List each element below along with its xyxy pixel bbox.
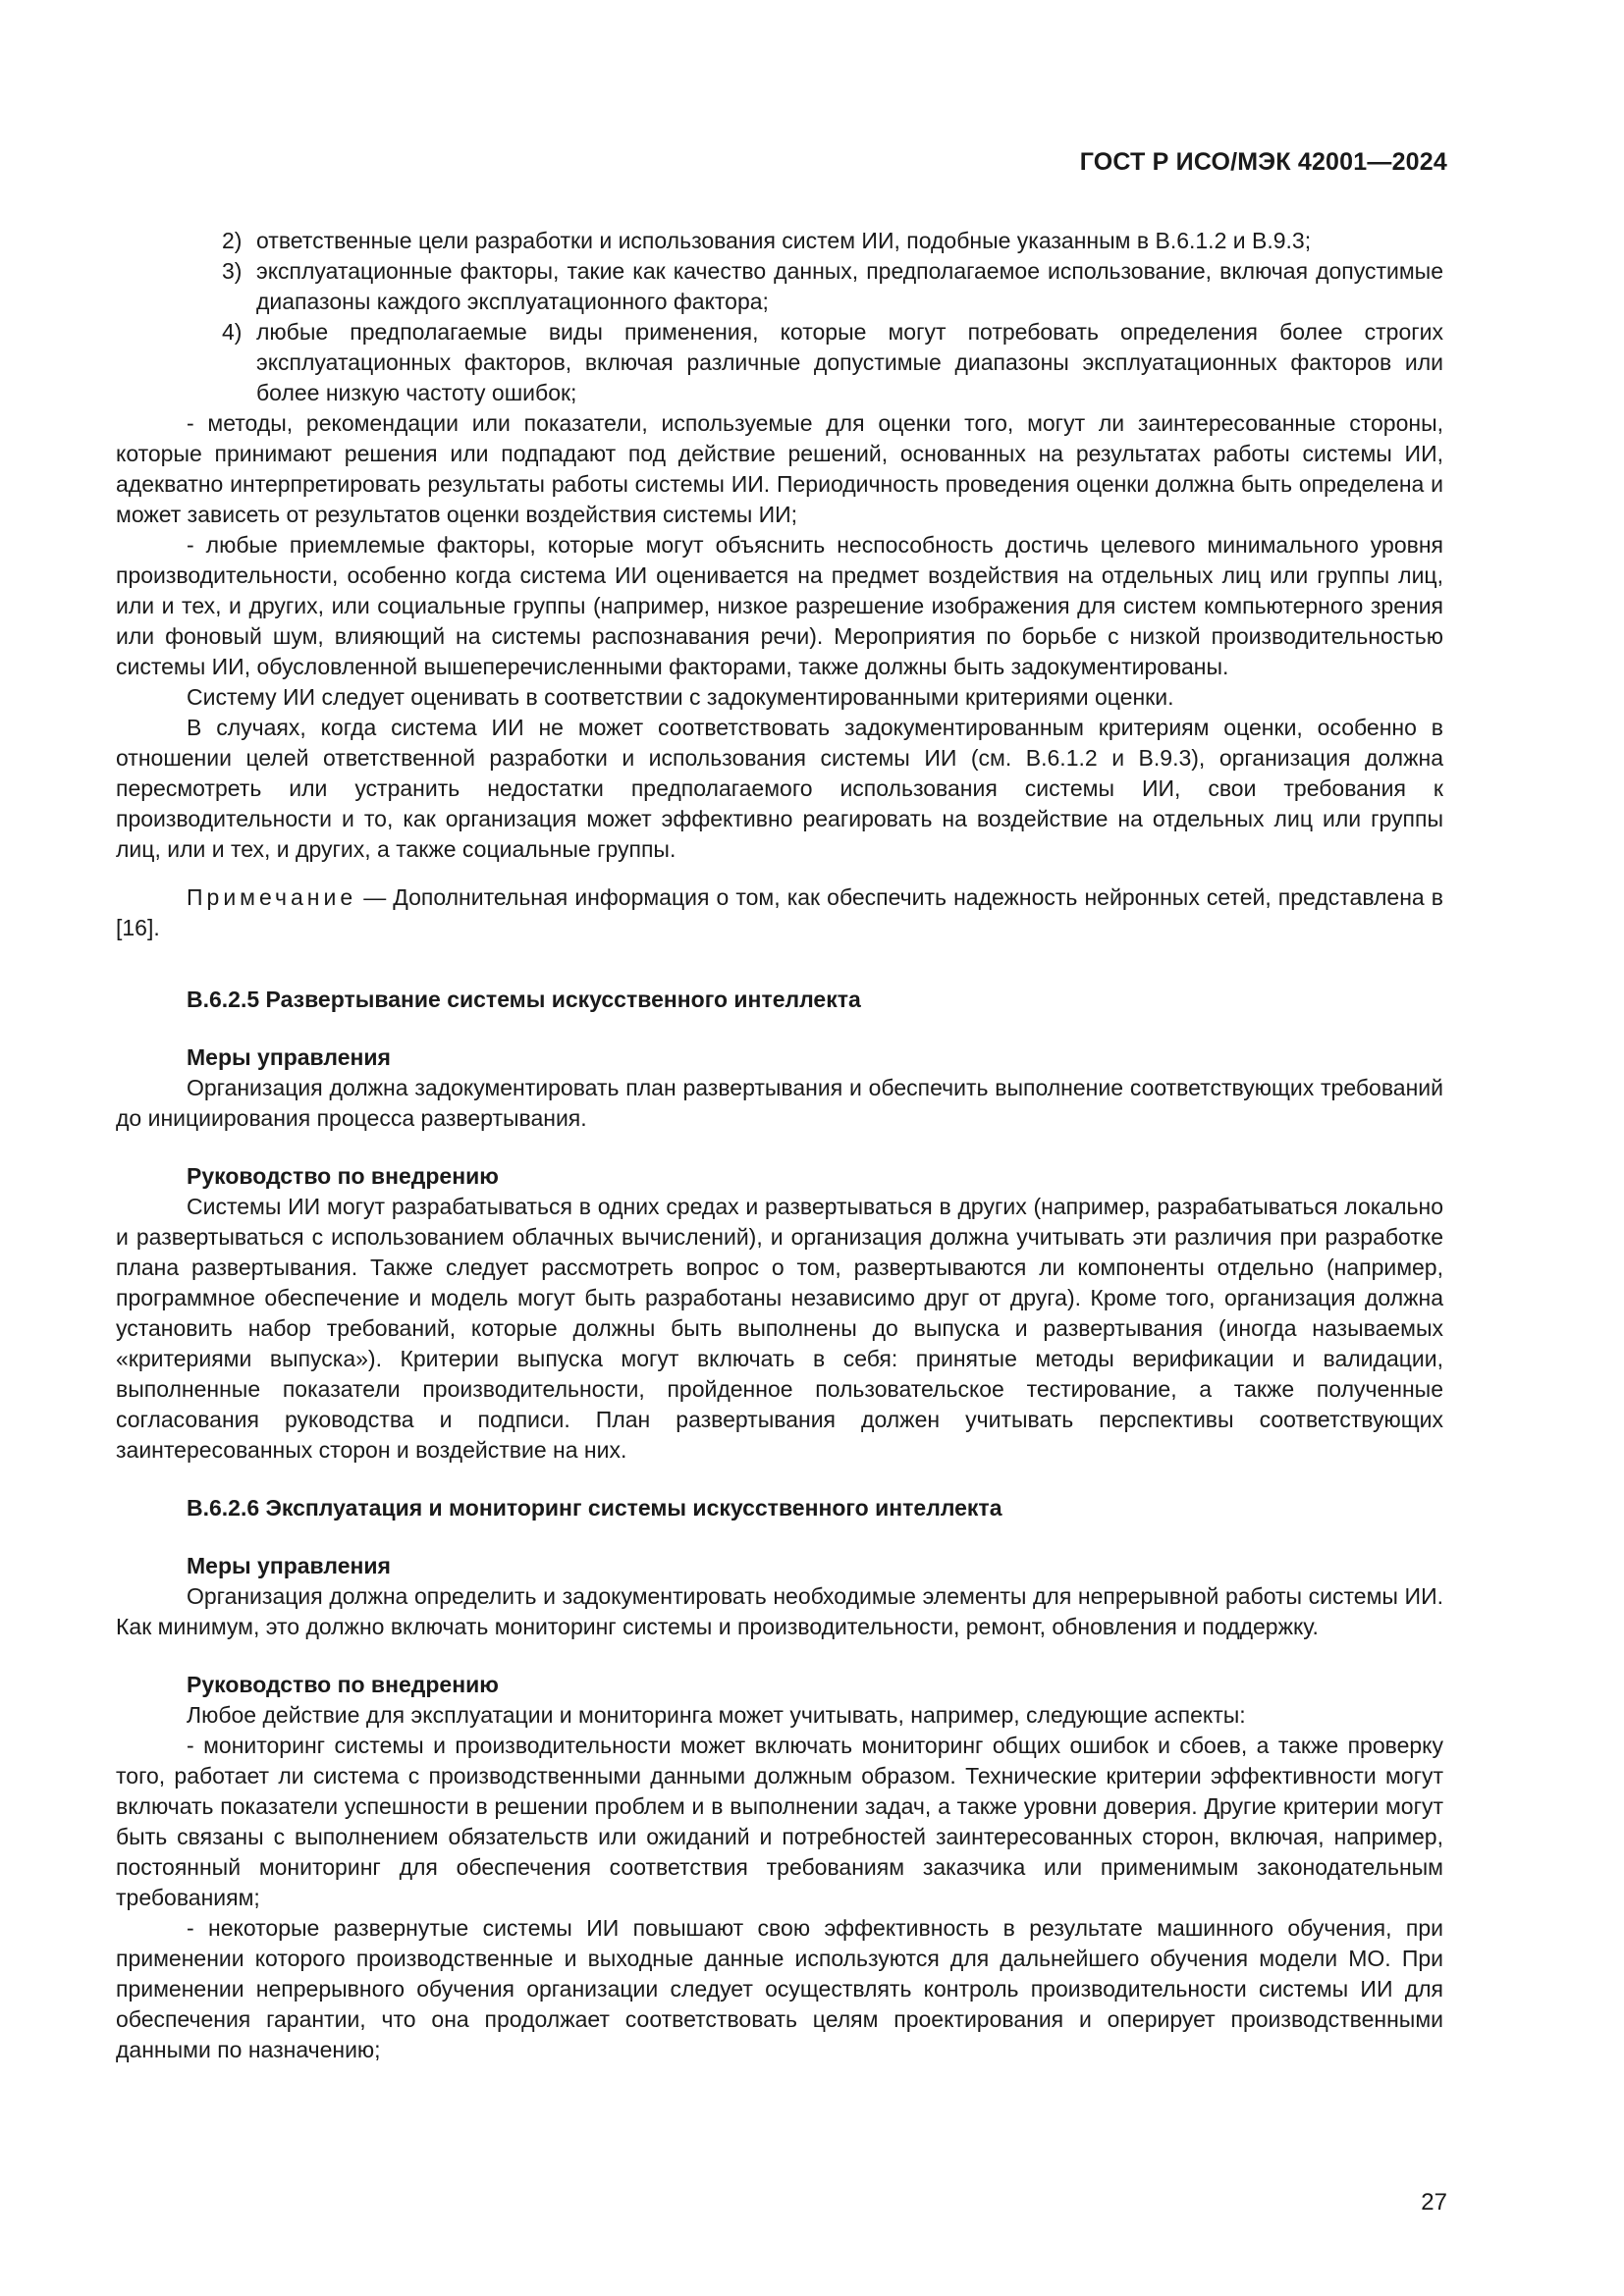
paragraph: Организация должна задокументировать план развертывания и обеспечить выполнение соответствующих требований до инициирования процесса развертывания. <box>116 1075 1443 1131</box>
note-text: — Дополнительная информация о том, как обеспечить надежность нейронных сетей, представлена в [16]. <box>116 884 1443 940</box>
list-item-number: 2) <box>222 228 243 253</box>
list-item <box>116 317 1443 408</box>
list-item-number: 3) <box>222 258 243 284</box>
paragraph: В случаях, когда система ИИ не может соответствовать задокументированным критериям оценки, особенно в отношении целей ответственной разработки и использования системы ИИ (см. В.6.1.2 и В.9.3), организация должна пересмотреть или устранить недостатки предполагаемого использования системы ИИ, свои требования к производительности и то, как организация может эффективно реагировать на воздействие на отдельных лиц или группы лиц, или и тех, и других, а также социальные группы. <box>116 715 1443 862</box>
list-item-text: эксплуатационные факторы, такие как качество данных, предполагаемое использование, включая допустимые диапазоны каждого эксплуатационного фактора; <box>256 258 1443 314</box>
document-body <box>116 226 1443 2065</box>
list-item <box>116 226 1443 256</box>
intro-numbered-list <box>116 226 1443 408</box>
guidance-heading: Руководство по внедрению <box>187 1672 499 1697</box>
note-label: Примечание <box>187 884 357 910</box>
paragraph: Организация должна определить и задокументировать необходимые элементы для непрерывной работы системы ИИ. Как минимум, это должно включать мониторинг системы и производительности, ремонт, обновления и поддержку. <box>116 1583 1443 1639</box>
paragraph: - мониторинг системы и производительности может включать мониторинг общих ошибок и сбоев, а также проверку того, работает ли система с производственными данными должным образом. Технические критерии эффективности могут включать показатели успешности в решении проблем и в выполнении задач, а также уровни доверия. Другие критерии могут быть связаны с выполнением обязательств или ожиданий и потребностей заинтересованных сторон, включая, например, постоянный мониторинг для обеспечения соответствия требованиям заказчика или применимым законодательным требованиям; <box>116 1733 1443 1910</box>
controls-heading: Меры управления <box>187 1553 391 1578</box>
paragraph: - некоторые развернутые системы ИИ повышают свою эффективность в результате машинного обучения, при применении которого производственные и выходные данные используются для дальнейшего обучения модели МО. При применении непрерывного обучения организации следует осуществлять контроль производительности системы ИИ для обеспечения гарантии, что она продолжает соответствовать целям проектирования и оперирует производственными данными по назначению; <box>116 1915 1443 2062</box>
standard-header: ГОСТ Р ИСО/МЭК 42001—2024 <box>1079 148 1447 176</box>
section-heading-b625: В.6.2.5 Развертывание системы искусственного интеллекта <box>187 987 861 1012</box>
guidance-heading: Руководство по внедрению <box>187 1163 499 1189</box>
note-paragraph <box>116 882 1443 943</box>
controls-heading: Меры управления <box>187 1044 391 1070</box>
paragraph: - любые приемлемые факторы, которые могут объяснить неспособность достичь целевого минимального уровня производительности, особенно когда система ИИ оценивается на предмет воздействия на отдельных лиц или группы лиц, или и тех, и других, или социальные группы (например, низкое разрешение изображения для систем компьютерного зрения или фоновый шум, влияющий на системы распознавания речи). Мероприятия по борьбе с низкой производительностью системы ИИ, обусловленной вышеперечисленными факторами, также должны быть задокументированы. <box>116 532 1443 679</box>
list-item-number: 4) <box>222 319 243 345</box>
list-item-text: любые предполагаемые виды применения, которые могут потребовать определения более строгих эксплуатационных факторов, включая различные допустимые диапазоны эксплуатационных факторов или более низкую частоту ошибок; <box>256 319 1443 405</box>
section-heading-b626: В.6.2.6 Эксплуатация и мониторинг системы искусственного интеллекта <box>187 1495 1002 1521</box>
paragraph: - методы, рекомендации или показатели, используемые для оценки того, могут ли заинтересованные стороны, которые принимают решения или подпадают под действие решений, основанных на результатах работы системы ИИ, адекватно интерпретировать результаты работы системы ИИ. Периодичность проведения оценки должна быть определена и может зависеть от результатов оценки воздействия системы ИИ; <box>116 410 1443 527</box>
paragraph: Системы ИИ могут разрабатываться в одних средах и развертываться в других (например, разрабатываться локально и развертываться с использованием облачных вычислений), и организация должна учитывать эти различия при разработке плана развертывания. Также следует рассмотреть вопрос о том, развертываются ли компоненты отдельно (например, программное обеспечение и модель могут быть разработаны независимо друг от друга). Кроме того, организация должна установить набор требований, которые должны быть выполнены до выпуска и развертывания (иногда называемых «критериями выпуска»). Критерии выпуска могут включать в себя: принятые методы верификации и валидации, выполненные показатели производительности, пройденное пользовательское тестирование, а также полученные согласования руководства и подписи. План развертывания должен учитывать перспективы соответствующих заинтересованных сторон и воздействие на них. <box>116 1194 1443 1463</box>
list-item <box>116 256 1443 317</box>
paragraph: Систему ИИ следует оценивать в соответствии с задокументированными критериями оценки. <box>187 684 1174 710</box>
paragraph: Любое действие для эксплуатации и мониторинга может учитывать, например, следующие аспекты: <box>187 1702 1246 1728</box>
page-number: 27 <box>1421 2189 1447 2216</box>
list-item-text: ответственные цели разработки и использования систем ИИ, подобные указанным в В.6.1.2 и В.9.3; <box>256 228 1312 253</box>
